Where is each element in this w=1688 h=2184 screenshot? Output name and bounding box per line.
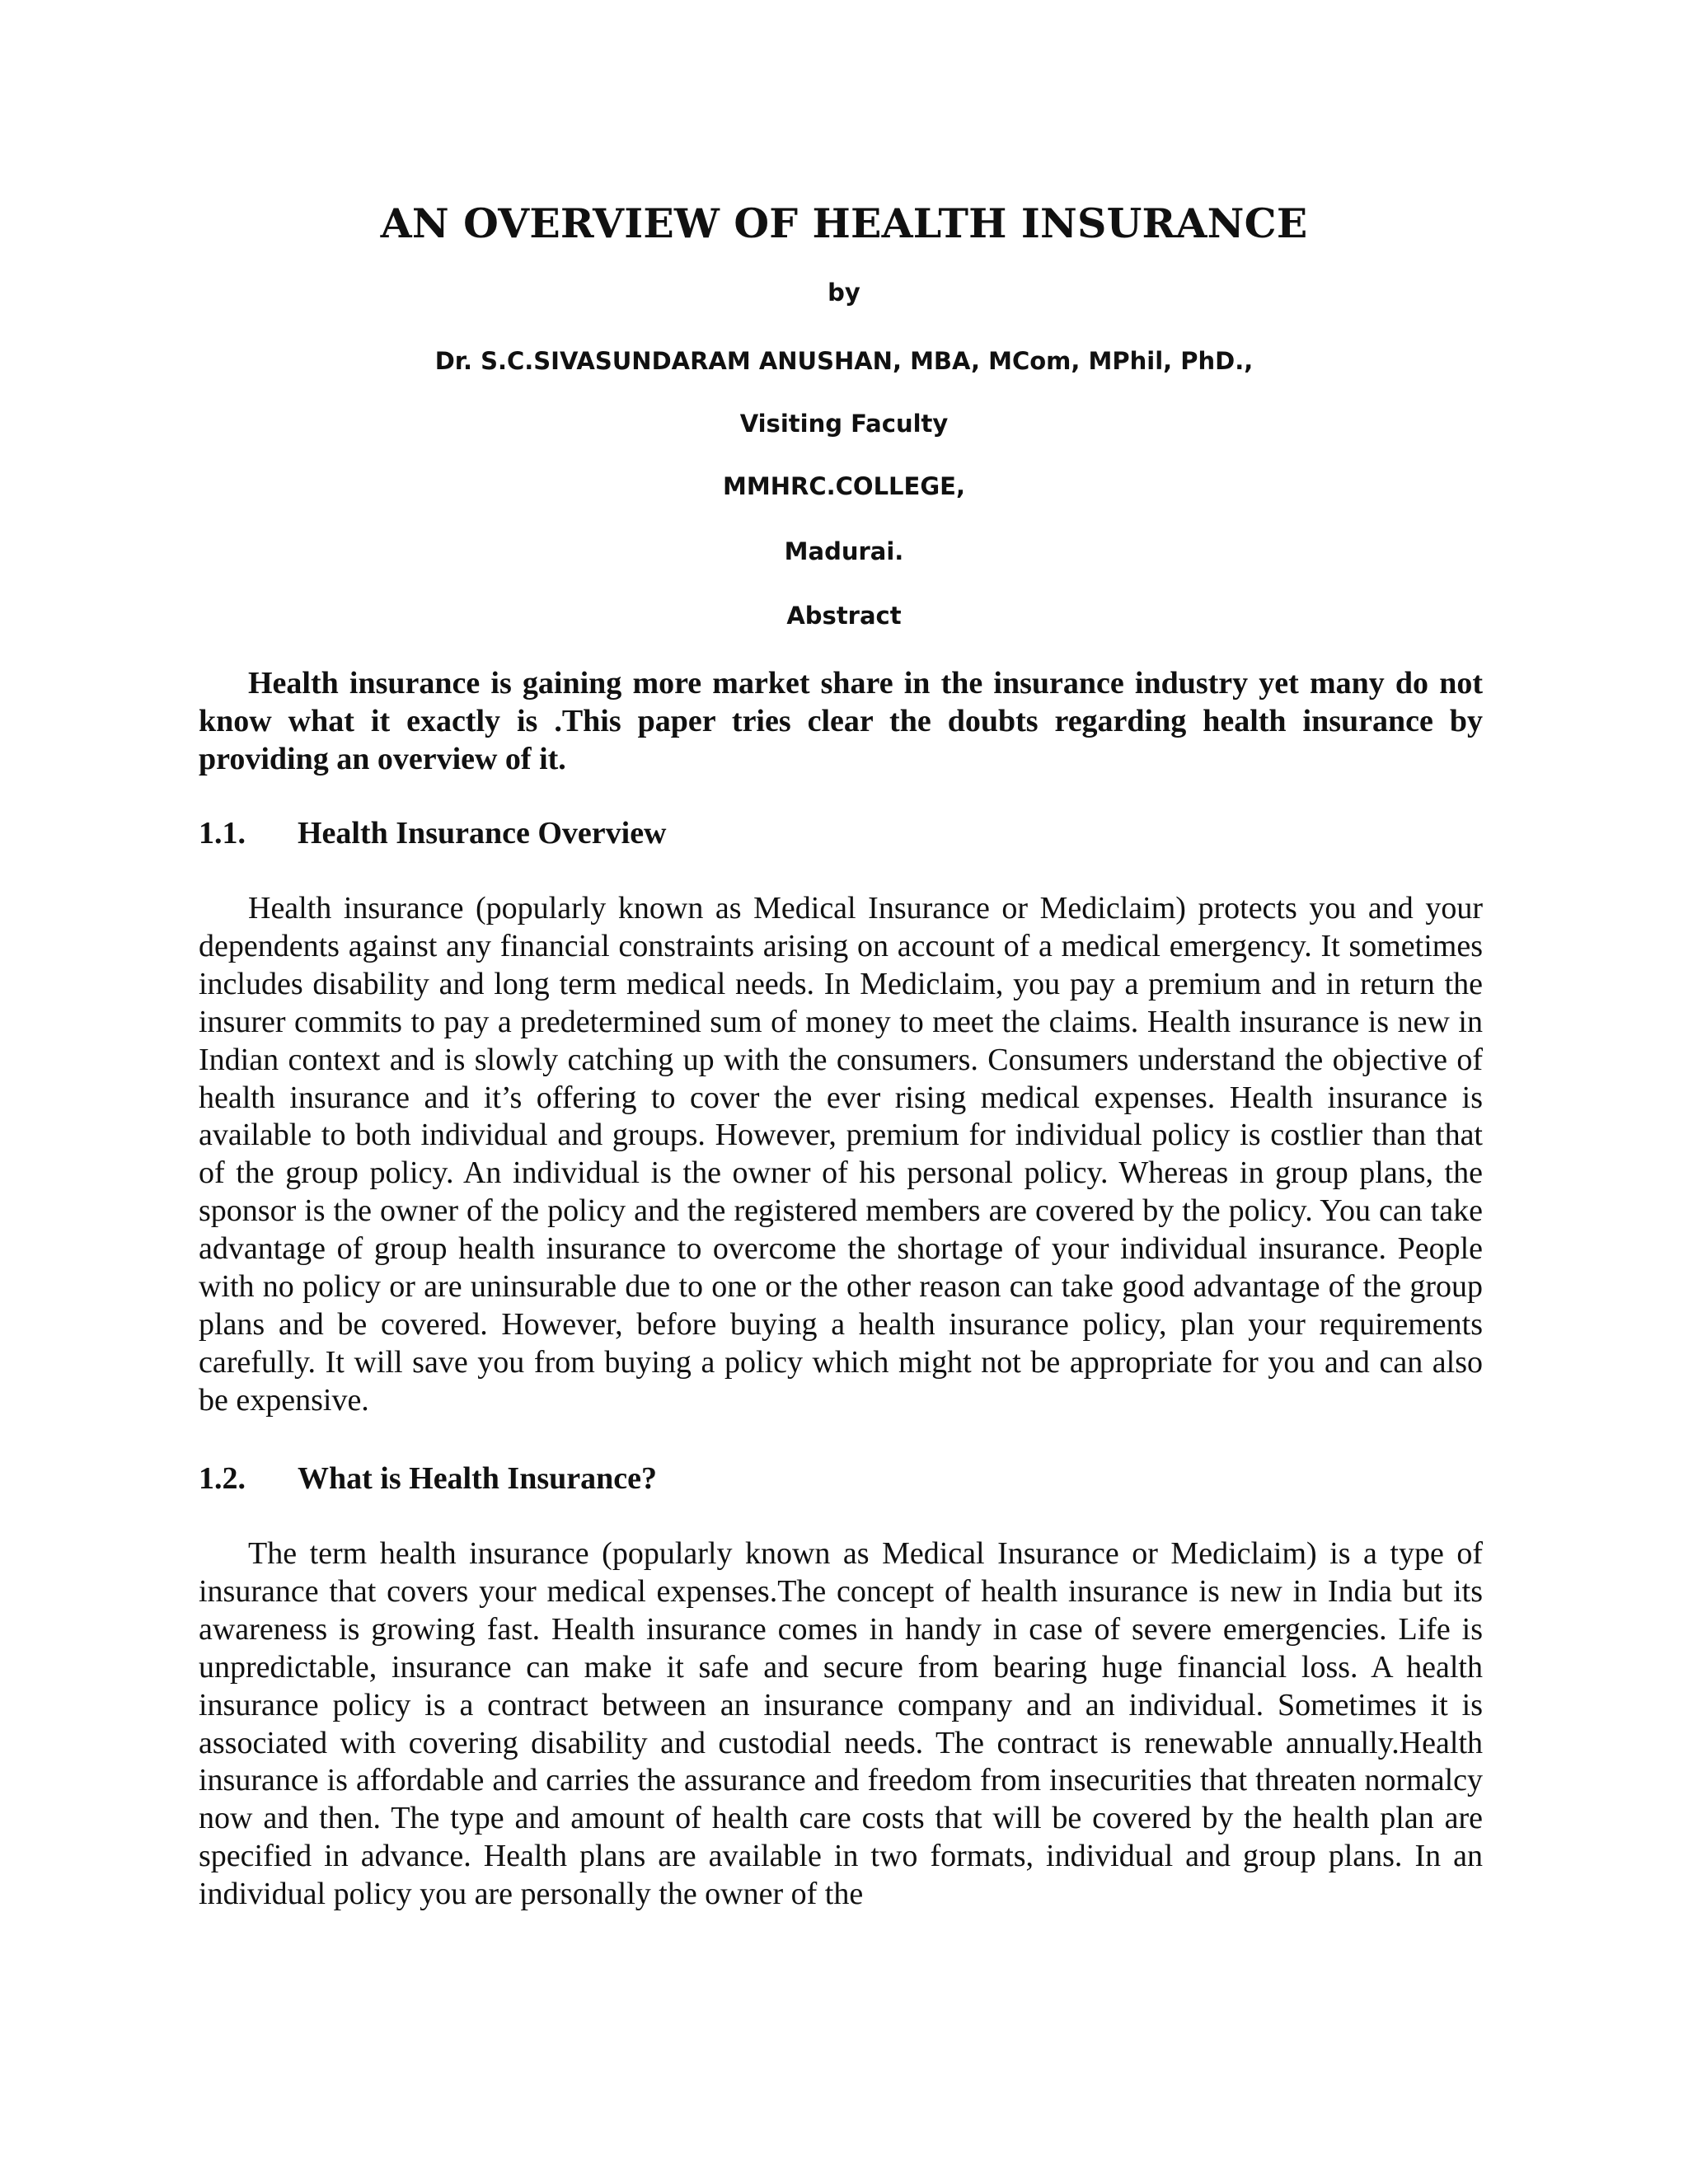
- paper-title: AN OVERVIEW OF HEALTH INSURANCE: [380, 199, 1308, 247]
- section-heading-1-1: [199, 814, 1483, 852]
- author-name: Dr. S.C.SIVASUNDARAM ANUSHAN, MBA, MCom, MPhil, PhD.,: [434, 347, 1254, 375]
- author-institution: MMHRC.COLLEGE,: [723, 472, 965, 500]
- abstract-text: Health insurance is gaining more market share in the insurance industry yet many do not know what it exactly is .This paper tries clear the doubts regarding health insurance by providing an overview of it.: [199, 666, 1483, 776]
- section-1-2-paragraph: The term health insurance (popularly known as Medical Insurance or Mediclaim) is a type of insurance that covers your medical expenses.The concept of health insurance is new in India but its awareness is growing fast. Health insurance comes in handy in case of severe emergencies. Life is unpredictable, insurance can make it safe and secure from bearing huge financial loss. A health insurance policy is a contract between an insurance company and an individual. Sometimes it is associated with covering disability and custodial needs. The contract is renewable annually.Health insurance is affordable and carries the assurance and freedom from insecurities that threaten normalcy now and then. The type and amount of health care costs that will be covered by the health plan are specified in advance. Health plans are available in two formats, individual and group plans. In an individual policy you are personally the owner of the: [199, 1536, 1483, 1912]
- section-1-1-paragraph: Health insurance (popularly known as Medical Insurance or Mediclaim) protects you and your dependents against any financial constraints arising on account of a medical emergency. It sometimes includes disability and long term medical needs. In Mediclaim, you pay a premium and in return the insurer commits to pay a predetermined sum of money to meet the claims. Health insurance is new in Indian context and is slowly catching up with the consumers. Consumers understand the objective of health insurance and it’s offering to cover the ever rising medical expenses. Health insurance is available to both individual and groups. However, premium for individual policy is costlier than that of the group policy. An individual is the owner of his personal policy. Whereas in group plans, the sponsor is the owner of the policy and the registered members are covered by the policy. You can take advantage of group health insurance to overcome the shortage of your individual insurance. People with no policy or are uninsurable due to one or the other reason can take good advantage of the group plans and be covered. However, before buying a health insurance policy, plan your requirements carefully. It will save you from buying a policy which might not be appropriate for you and can also be expensive.: [199, 891, 1483, 1418]
- section-heading-1-2: [199, 1460, 1483, 1497]
- section-title: What is Health Insurance?: [298, 1461, 657, 1496]
- byline: by: [828, 279, 860, 307]
- section-title: Health Insurance Overview: [298, 816, 667, 851]
- author-city: Madurai.: [784, 537, 904, 565]
- section-number: 1.1.: [199, 816, 246, 851]
- section-number: 1.2.: [199, 1461, 246, 1496]
- author-position: Visiting Faculty: [739, 410, 949, 438]
- abstract-heading: Abstract: [786, 602, 902, 630]
